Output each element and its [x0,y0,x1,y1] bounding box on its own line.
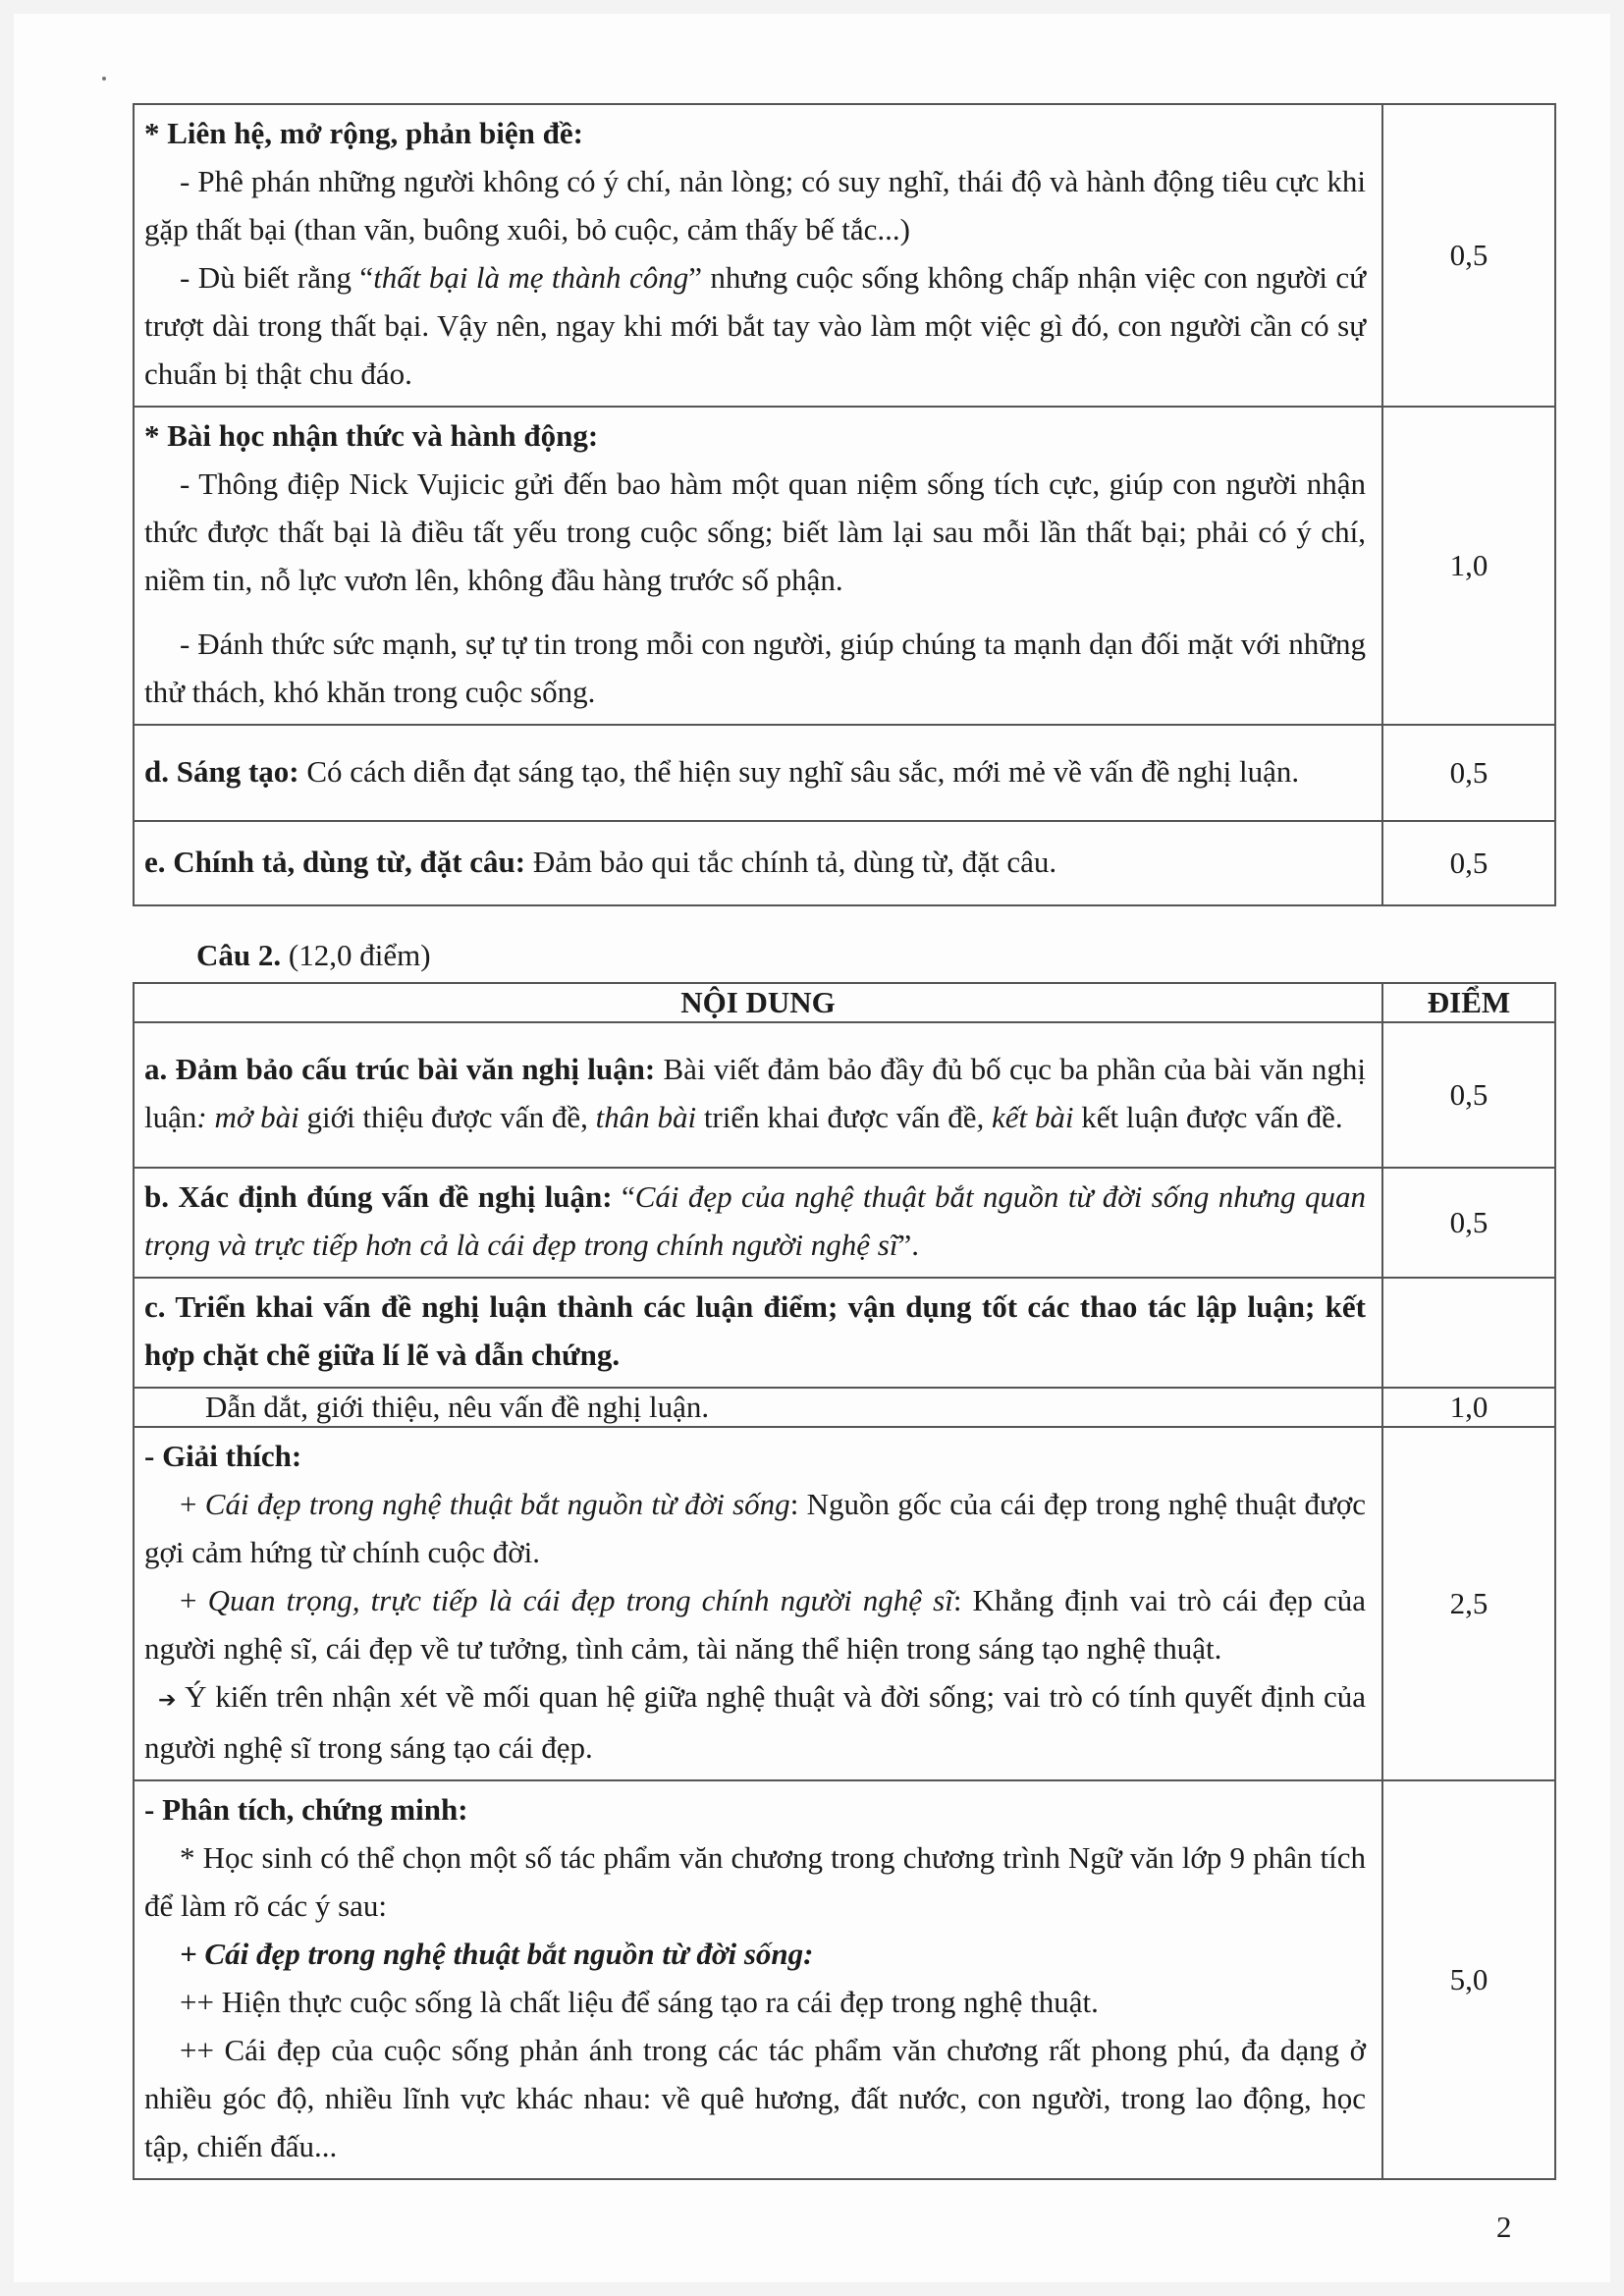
table-row [134,1427,1555,1780]
row-label: e. Chính tả, dùng từ, đặt câu: [144,844,526,879]
content-cell: b. Xác định đúng vấn đề nghị luận: “Cái đẹp của nghệ thuật bắt nguồn từ đời sống nhưng quan trọng và trực tiếp hơn cả là cái đẹp trong chính người nghệ sĩ”. [134,1168,1382,1278]
row-label: b. Xác định đúng vấn đề nghị luận: [144,1179,613,1214]
row-heading: * Bài học nhận thức và hành động: [144,418,599,453]
header-score: ĐIỂM [1382,983,1555,1022]
row-label: c. Triển khai vấn đề nghị luận thành các luận điểm; vận dụng tốt các thao tác lập luận; kết hợp chặt chẽ giữa lí lẽ và dẫn chứng. [144,1289,1366,1372]
score-cell: 5,0 [1382,1780,1555,2179]
content-cell [134,1427,1382,1780]
row-text: ++ Cái đẹp của cuộc sống phản ánh trong các tác phẩm văn chương rất phong phú, đa dạng ở nhiều góc độ, nhiều lĩnh vực khác nhau: về quê hương, đất nước, con người, trong lao động, học tập, chiến đấu... [144,2033,1366,2163]
content-cell: a. Đảm bảo cấu trúc bài văn nghị luận: Bài viết đảm bảo đầy đủ bố cục ba phần của bài văn nghị luận: mở bài giới thiệu được vấn đề, thân bài triển khai được vấn đề, kết bài kết luận được vấn đề. [134,1022,1382,1168]
scan-speck [102,77,106,81]
content-cell [134,1780,1382,2179]
table-row [134,1168,1555,1278]
score-cell: 0,5 [1382,104,1555,407]
arrow-icon: ➔ [158,1687,177,1712]
table-row [134,821,1555,905]
content-cell [134,1388,1382,1427]
content-cell [134,1278,1382,1388]
table-row [134,1022,1555,1168]
row-heading: - Phân tích, chứng minh: [144,1792,468,1827]
score-cell: 2,5 [1382,1427,1555,1780]
row-text: - Phê phán những người không có ý chí, nản lòng; có suy nghĩ, thái độ và hành động tiêu cực khi gặp thất bại (than vãn, buông xuôi, bỏ cuộc, cảm thấy bế tắc...) [144,164,1366,246]
table-row [134,1388,1555,1427]
table-row [134,407,1555,725]
content-cell: e. Chính tả, dùng từ, đặt câu: Đảm bảo qui tắc chính tả, dùng từ, đặt câu. [134,821,1382,905]
row-text: ➔ Ý kiến trên nhận xét về mối quan hệ giữa nghệ thuật và đời sống; vai trò có tính quyết định của người nghệ sĩ trong sáng tạo cái đẹp. [144,1679,1366,1765]
row-text: Dẫn dắt, giới thiệu, nêu vấn đề nghị luận. [205,1390,710,1424]
score-cell: 0,5 [1382,1168,1555,1278]
content-cell [134,407,1382,725]
page-number: 2 [1496,2210,1512,2244]
table-row [134,104,1555,407]
table-row [134,725,1555,821]
header-content: NỘI DUNG [134,983,1382,1022]
row-text: - Dù biết rằng “thất bại là mẹ thành công” nhưng cuộc sống không chấp nhận việc con người cứ trượt dài trong thất bại. Vậy nên, ngay khi mới bắt tay vào làm một việc gì đó, con người cần có sự chuẩn bị thật chu đáo. [144,260,1366,391]
row-text: + Quan trọng, trực tiếp là cái đẹp trong chính người nghệ sĩ: Khẳng định vai trò cái đẹp của người nghệ sĩ, cái đẹp về tư tưởng, tình cảm, tài năng thể hiện trong sáng tạo nghệ thuật. [144,1583,1367,1666]
table-row [134,1780,1555,2179]
quote-text: Cái đẹp của nghệ thuật bắt nguồn từ đời sống nhưng quan trọng và trực tiếp hơn cả là cái đẹp trong chính người nghệ sĩ [144,1179,1366,1262]
row-text: ++ Hiện thực cuộc sống là chất liệu để sáng tạo ra cái đẹp trong nghệ thuật. [180,1985,1099,2019]
row-heading: * Liên hệ, mở rộng, phản biện đề: [144,116,583,150]
question-caption [196,938,431,973]
table-header-row [134,983,1555,1022]
scoring-table-2 [133,982,1556,2180]
row-text: * Học sinh có thể chọn một số tác phẩm văn chương trong chương trình Ngữ văn lớp 9 phân tích để làm rõ các ý sau: [144,1840,1366,1923]
score-cell: 1,0 [1382,407,1555,725]
question-title: Câu 2. [196,938,282,972]
row-label: d. Sáng tạo: [144,753,299,789]
question-points: (12,0 điểm) [281,938,431,972]
row-label: a. Đảm bảo cấu trúc bài văn nghị luận: [144,1052,656,1086]
scoring-table-1 [133,103,1556,906]
row-text: - Đánh thức sức mạnh, sự tự tin trong mỗi con người, giúp chúng ta mạnh dạn đối mặt với những thử thách, khó khăn trong cuộc sống. [144,627,1366,709]
score-cell [1382,1278,1555,1388]
content-cell [134,104,1382,407]
score-cell: 0,5 [1382,725,1555,821]
score-cell: 0,5 [1382,1022,1555,1168]
row-text: + Cái đẹp trong nghệ thuật bắt nguồn từ đời sống: Nguồn gốc của cái đẹp trong nghệ thuật được gợi cảm hứng từ chính cuộc đời. [144,1487,1366,1569]
row-text: - Thông điệp Nick Vujicic gửi đến bao hàm một quan niệm sống tích cực, giúp con người nhận thức được thất bại là điều tất yếu trong cuộc sống; biết làm lại sau mỗi lần thất bại; phải có ý chí, niềm tin, nỗ lực vươn lên, không đầu hàng trước số phận. [144,466,1366,597]
content-cell: d. Sáng tạo: Có cách diễn đạt sáng tạo, thể hiện suy nghĩ sâu sắc, mới mẻ về vấn đề nghị luận. [134,725,1382,821]
score-cell: 1,0 [1382,1388,1555,1427]
row-text: + Cái đẹp trong nghệ thuật bắt nguồn từ đời sống: [180,1937,814,1971]
row-heading: - Giải thích: [144,1439,302,1473]
score-cell: 0,5 [1382,821,1555,905]
quote-text: thất bại là mẹ thành công [373,260,689,295]
table-row [134,1278,1555,1388]
